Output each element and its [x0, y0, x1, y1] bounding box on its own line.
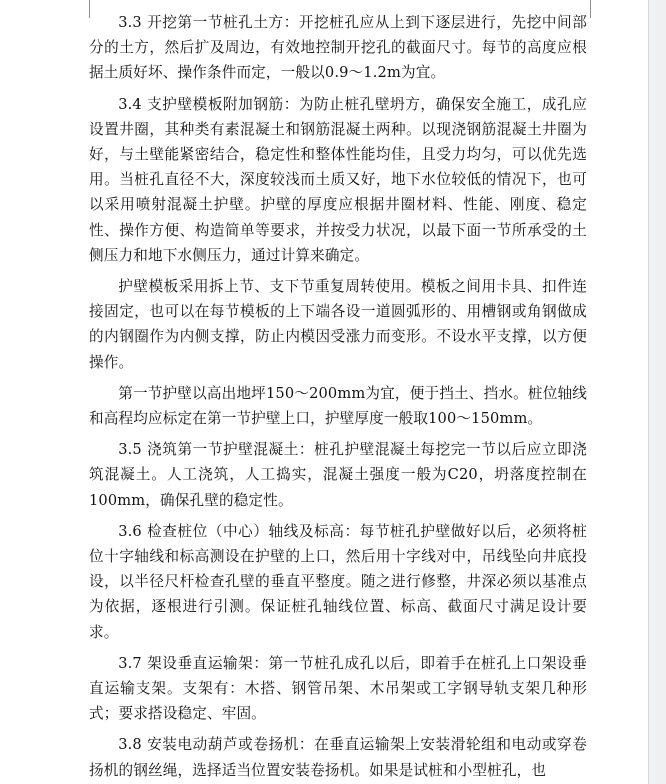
page-corner-mark-right	[590, 0, 591, 18]
paragraph-first-wall: 第一节护壁以高出地坪150～200mm为宜，便于挡土、挡水。桩位轴线和高程均应标定在第一节护壁上口，护壁厚度一般取100～150mm。	[89, 384, 587, 428]
paragraph-3-3: 3.3 开挖第一节桩孔土方：开挖桩孔应从上到下逐层进行，先挖中间部分的土方，然后扩及周边，有效地控制开挖孔的截面尺寸。每节的高度应根据土质好坏、操作条件而定，一般以0.9～1.2m为宜。	[89, 14, 587, 82]
document-body	[89, 10, 587, 784]
paragraph-3-7: 3.7 架设垂直运输架：第一节桩孔成孔以后，即着手在桩孔上口架设垂直运输支架。支架有：木搭、钢管吊架、木吊架或工字钢导轨支架几种形式；要求搭设稳定、牢固。	[89, 654, 587, 723]
paragraph-formwork: 护壁模板采用拆上节、支下节重复周转使用。模板之间用卡具、扣件连接固定，也可以在每节模板的上下端各设一道圆弧形的、用槽钢或角钢做成的内钢圈作为内侧支撑，防止内模因受涨力而变形。不设水平支撑，以方便操作。	[89, 278, 587, 371]
page-gutter	[648, 0, 666, 784]
paragraph-3-5: 3.5 浇筑第一节护壁混凝土：桩孔护壁混凝土每挖完一节以后应立即浇筑混凝土。人工浇筑，人工捣实，混凝土强度一般为C20，坍落度控制在100mm，确保孔壁的稳定性。	[89, 441, 587, 509]
paragraph-3-4: 3.4 支护壁模板附加钢筋：为防止桩孔壁坍方，确保安全施工，成孔应设置井圈，其种类有素混凝土和钢筋混凝土两种。以现浇钢筋混凝土井圈为好，与土壁能紧密结合，稳定性和整体性能均佳，且受力均匀，可以优先选用。当桩孔直径不大，深度较浅而土质又好，地下水位较低的情况下，也可以采用喷射混凝土护壁。护壁的厚度应根据井圈材料、性能、刚度、稳定性、操作方便、构造简单等要求，并按受力状况，以最下面一节所承受的土侧压力和地下水侧压力，通过计算来确定。	[89, 95, 587, 264]
paragraph-3-6: 3.6 检查桩位（中心）轴线及标高：每节桩孔护壁做好以后，必须将桩位十字轴线和标高测设在护壁的上口，然后用十字线对中，吊线坠向井底投设，以半径尺杆检查孔壁的垂直平整度。随之进行修整，井深必须以基准点为依据，逐根进行引测。保证桩孔轴线位置、标高、截面尺寸满足设计要求。	[89, 522, 587, 641]
paragraph-3-8: 3.8 安装电动葫芦或卷扬机：在垂直运输架上安装滑轮组和电动或穿卷扬机的钢丝绳，选择适当位置安装卷扬机。如果是试桩和小型桩孔，也	[89, 736, 587, 779]
